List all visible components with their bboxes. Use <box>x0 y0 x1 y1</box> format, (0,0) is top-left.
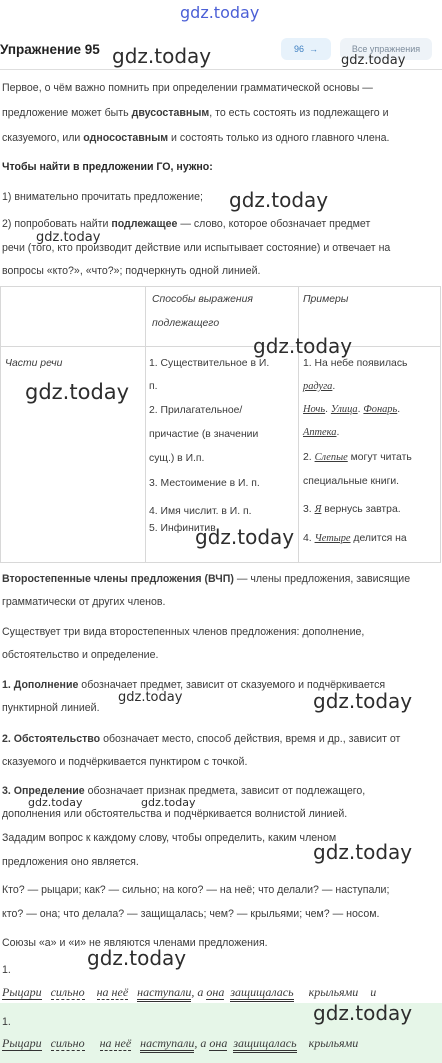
watermark: gdz.today <box>195 525 295 549</box>
watermark: gdz.today <box>313 689 413 713</box>
watermark: gdz.today <box>28 796 83 809</box>
step-2-line: речи (того, кто производит действие или испытывает состояние) и отвечает на <box>2 242 391 254</box>
unions-note: Союзы «а» и «и» не являются членами предложения. <box>2 937 268 949</box>
example-line: Ночь. Улица. Фонарь. <box>303 404 401 415</box>
object-word: крыльями <box>308 985 359 999</box>
watermark: gdz.today <box>253 334 353 358</box>
next-exercise-number: 96 <box>293 44 304 54</box>
watermark: gdz.today <box>141 796 196 809</box>
table-row-label: Части речи <box>1 347 146 563</box>
predicate-word: защищалась <box>230 985 293 1002</box>
step-2-line: 2) попробовать найти подлежащее — слово, которое обозначает предмет <box>2 218 371 230</box>
attribute-definition: 3. Определение обозначает признак предмета, зависит от подлежащего, <box>2 785 366 797</box>
object-definition: пунктирной линией. <box>2 702 100 714</box>
way-line: 1. Существительное в И. <box>149 358 270 369</box>
way-line: 5. Инфинитив <box>149 523 216 534</box>
kinds-line: Существует три вида второстепенных членов предложения: дополнение, <box>2 626 365 638</box>
subject-table <box>0 286 441 563</box>
watermark: gdz.today <box>313 840 413 864</box>
object-word: на неё <box>96 985 129 999</box>
step-2-line: вопросы «кто?», «что?»; подчеркнуть одной линией. <box>2 265 261 277</box>
way-line: 3. Местоимение в И. п. <box>149 478 260 489</box>
example-line: Аптека. <box>303 427 340 438</box>
subject-word: она <box>206 985 225 999</box>
arrow-right-icon: → <box>309 44 319 54</box>
table-header-examples: Примеры <box>299 287 441 347</box>
attribute-definition: дополнения или обстоятельства и подчёркивается волнистой линией. <box>2 808 348 820</box>
intro-line: Первое, о чём важно помнить при определении грамматической основы — <box>2 82 373 94</box>
ask-line: Зададим вопрос к каждому слову, чтобы определить, каким членом <box>2 832 337 844</box>
conjunction: , а <box>191 985 207 999</box>
subject-word: она <box>209 1036 228 1050</box>
example-line: 1. На небе появилась <box>303 358 408 369</box>
table-corner-cell <box>1 287 146 347</box>
conjunction: и <box>370 985 377 999</box>
vchp-line: Второстепенные члены предложения (ВЧП) — члены предложения, зависящие <box>2 573 411 585</box>
divider <box>0 69 442 70</box>
object-word: на неё <box>99 1036 132 1050</box>
predicate-word: наступали <box>137 985 191 1002</box>
example-line: 2. Слепые могут читать <box>303 452 412 463</box>
predicate-word: наступали <box>140 1036 194 1053</box>
watermark: gdz.today <box>118 690 183 705</box>
vchp-line: грамматически от других членов. <box>2 596 166 608</box>
watermark-top: gdz.today <box>180 3 260 22</box>
subject-word: Рыцари <box>2 1036 42 1050</box>
step-1: 1) внимательно прочитать предложение; <box>2 191 203 203</box>
watermark: gdz.today <box>87 946 187 970</box>
ask-line: предложения оно является. <box>2 856 139 868</box>
page-title: Упражнение 95 <box>0 42 100 57</box>
sentence-2-number: 1. <box>2 1016 11 1028</box>
adverbial-definition: сказуемого и подчёркивается пунктиром с точкой. <box>2 756 248 768</box>
adverbial-definition: 2. Обстоятельство обозначает место, способ действия, время и др., зависит от <box>2 733 401 745</box>
watermark: gdz.today <box>313 1001 413 1025</box>
qa-line: Кто? — рыцари; как? — сильно; на кого? — на неё; что делали? — наступали; <box>2 884 390 896</box>
way-line: 4. Имя числит. в И. п. <box>149 506 252 517</box>
intro-line: сказуемого, или односоставным и состоять только из одного главного члена. <box>2 132 390 144</box>
sentence-1-number: 1. <box>2 964 11 976</box>
example-line: 4. Четыре делится на <box>303 533 407 544</box>
object-word: крыльями <box>308 1036 359 1050</box>
adverbial-word: сильно <box>50 985 85 999</box>
next-exercise-button[interactable] <box>281 38 331 60</box>
all-exercises-button[interactable]: Все упражнения <box>340 38 432 60</box>
example-line: радуга. <box>303 381 336 392</box>
parsed-sentence <box>2 986 376 999</box>
steps-heading: Чтобы найти в предложении ГО, нужно: <box>2 161 213 173</box>
watermark: gdz.today <box>25 380 130 404</box>
parsed-sentence-highlighted <box>2 1037 358 1050</box>
way-line: причастие (в значении <box>149 429 259 440</box>
watermark: gdz.today <box>229 188 329 212</box>
way-line: сущ.) в И.п. <box>149 453 205 464</box>
subject-word: Рыцари <box>2 985 42 999</box>
conjunction: , а <box>194 1036 210 1050</box>
table-header-ways: Способы выражения подлежащего <box>146 287 299 347</box>
watermark: gdz.today <box>36 230 101 245</box>
object-definition: 1. Дополнение обозначает предмет, зависит от сказуемого и подчёркивается <box>2 679 386 691</box>
predicate-word: защищалась <box>233 1036 296 1053</box>
watermark: gdz.today <box>341 53 406 68</box>
way-line: 2. Прилагательное/ <box>149 405 243 416</box>
adverbial-word: сильно <box>50 1036 85 1050</box>
kinds-line: обстоятельство и определение. <box>2 649 159 661</box>
way-line: п. <box>149 381 158 392</box>
example-line: 3. Я вернусь завтра. <box>303 504 401 515</box>
intro-line: предложение может быть двусоставным, то есть состоять из подлежащего и <box>2 107 389 119</box>
watermark: gdz.today <box>112 44 212 68</box>
example-line: специальные книги. <box>303 476 400 487</box>
qa-line: кто? — она; что делала? — защищалась; чем? — крыльями; чем? — носом. <box>2 908 380 920</box>
table-examples-cell <box>299 347 441 563</box>
